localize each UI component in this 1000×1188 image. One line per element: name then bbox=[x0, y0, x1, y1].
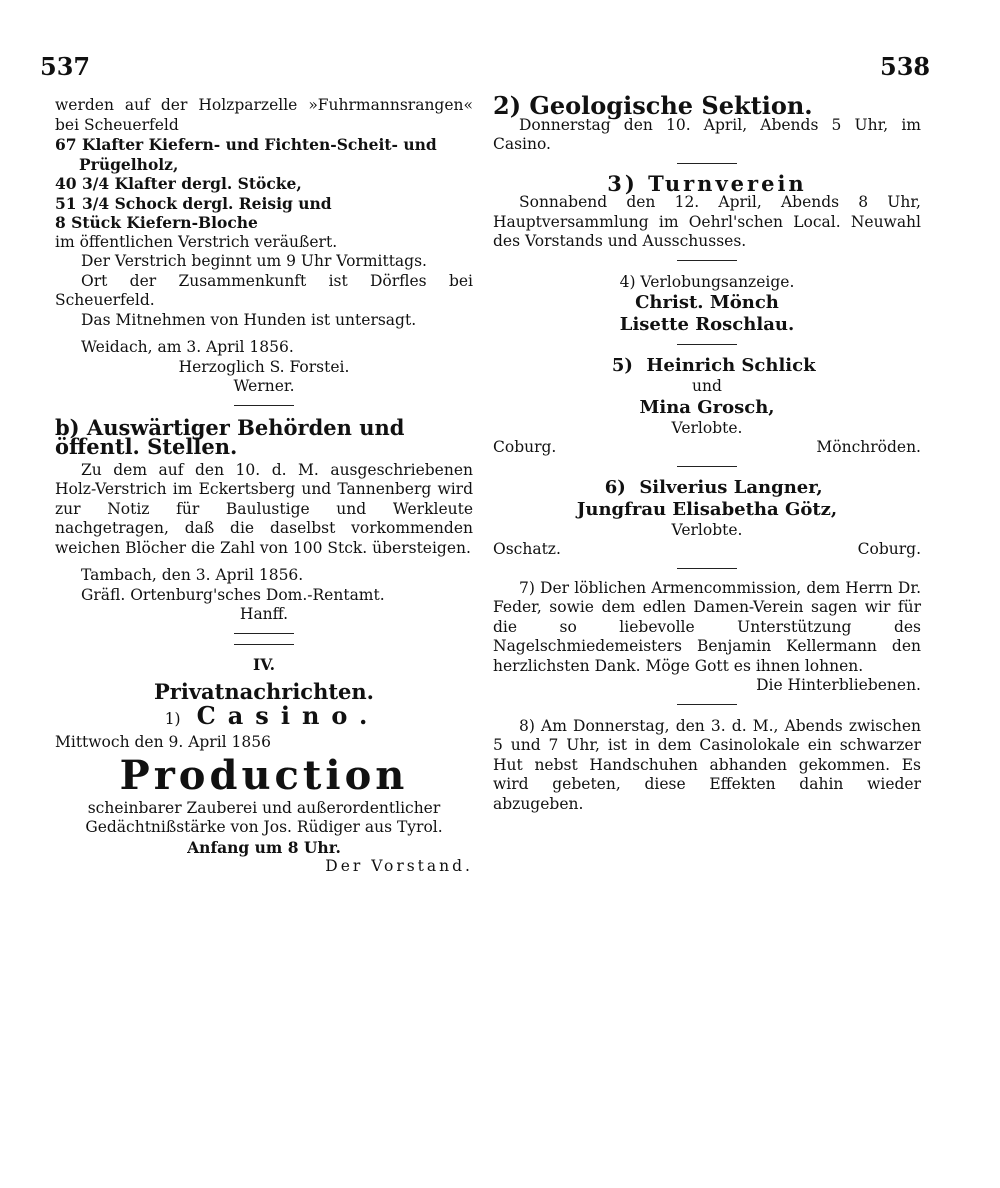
page-number-right: 538 bbox=[880, 52, 931, 81]
auction-item: 8 Stück Kiefern-Bloche bbox=[55, 213, 258, 232]
couple-name: Heinrich Schlick bbox=[646, 355, 816, 376]
signature: Hanff. bbox=[239, 605, 289, 623]
divider bbox=[234, 405, 294, 406]
casino-heading: Casino. bbox=[196, 700, 380, 730]
section-number: IV. bbox=[253, 654, 275, 674]
item-number: 1) bbox=[164, 709, 181, 728]
auction-item: 51 3/4 Schock dergl. Reisig und bbox=[55, 193, 332, 213]
divider bbox=[677, 344, 737, 345]
place: Oschatz. bbox=[493, 540, 561, 558]
production-description: scheinbarer Zauberei und außerordentlicher Gedächtnißstärke von Jos. Rüdiger aus Tyrol. bbox=[85, 798, 443, 836]
couple-name: Lisette Roschlau. bbox=[619, 314, 795, 335]
couple-name: Silverius Langner, bbox=[639, 476, 823, 498]
conjunction: und bbox=[692, 377, 722, 395]
signature: Werner. bbox=[233, 377, 295, 395]
auction-dogs: Das Mitnehmen von Hunden ist untersagt. bbox=[81, 310, 417, 329]
place-date: Tambach, den 3. April 1856. bbox=[81, 566, 304, 584]
auction-meeting: Ort der Zusammenkunft ist Dörfles bei Scheuerfeld. bbox=[55, 271, 473, 309]
place: Coburg. bbox=[493, 438, 557, 456]
auction-item: 67 Klafter Kiefern- und Fichten-Scheit- und Prügelholz, bbox=[55, 135, 437, 174]
auction-intro: werden auf der Holzparzelle »Fuhrmannsrangen« bei Scheuerfeld bbox=[55, 96, 473, 134]
couple-name: Mina Grosch, bbox=[639, 396, 775, 418]
section-heading: Privatnachrichten. bbox=[153, 679, 374, 704]
signature: Die Hinterbliebenen. bbox=[756, 676, 921, 694]
divider bbox=[677, 704, 737, 705]
issuing-office: Gräfl. Ortenburg'sches Dom.-Rentamt. bbox=[81, 585, 385, 604]
start-time: Anfang um 8 Uhr. bbox=[187, 837, 341, 857]
divider bbox=[677, 260, 737, 261]
event-details: Donnerstag den 10. April, Abends 5 Uhr, im Casino. bbox=[493, 115, 921, 153]
divider bbox=[677, 568, 737, 569]
divider bbox=[234, 644, 294, 645]
betrothed-label: Verlobte. bbox=[671, 418, 743, 437]
item-number: 6) bbox=[604, 476, 626, 498]
right-column bbox=[493, 91, 921, 814]
left-column bbox=[55, 96, 473, 877]
event-date: Mittwoch den 9. April 1856 bbox=[55, 733, 272, 751]
section-heading: 3) Turnverein bbox=[607, 170, 807, 196]
auction-start: Der Verstrich beginnt um 9 Uhr Vormittags. bbox=[81, 252, 427, 270]
thanks-text: 7) Der löblichen Armencommission, dem Herrn Dr. Feder, sowie dem edlen Damen-Verein sagen wir für die so liebevolle Unterstützung des Nagelschmiedemeisters Benjamin Kellermann den herzlichsten Dank. Möge Gott es ihnen lohnen. bbox=[493, 578, 921, 675]
couple-name: Jungfrau Elisabetha Götz, bbox=[576, 498, 838, 520]
place-date: Weidach, am 3. April 1856. bbox=[81, 338, 294, 356]
auction-item: 40 3/4 Klafter dergl. Stöcke, bbox=[55, 174, 302, 193]
event-details: Sonnabend den 12. April, Abends 8 Uhr, Hauptversammlung im Oehrl'schen Local. Neuwahl des Vorstands und Ausschusses. bbox=[493, 193, 921, 250]
production-heading: Production bbox=[119, 751, 409, 799]
item-number: 5) bbox=[611, 355, 633, 376]
divider bbox=[677, 163, 737, 164]
section-heading: b) Auswärtiger Behörden und öffentl. Stellen. bbox=[55, 414, 405, 459]
announcement-heading: 4) Verlobungsanzeige. bbox=[619, 272, 795, 291]
notice-text: Zu dem auf den 10. d. M. ausgeschriebenen Holz-Verstrich im Eckertsberg und Tannenberg wird zur Notiz für Baulustige und Werkleute nachgetragen, daß die daselbst vorkommenden weichen Blöcher die Zahl von 100 Stck. übersteigen. bbox=[55, 460, 473, 557]
auction-sale: im öffentlichen Verstrich veräußert. bbox=[55, 232, 338, 251]
page-number-left: 537 bbox=[40, 52, 91, 81]
issuing-office: Herzoglich S. Forstei. bbox=[178, 357, 350, 376]
place: Mönchröden. bbox=[816, 438, 921, 456]
divider bbox=[677, 466, 737, 467]
couple-name: Christ. Mönch bbox=[635, 292, 779, 313]
divider bbox=[234, 633, 294, 634]
lost-item-notice: 8) Am Donnerstag, den 3. d. M., Abends zwischen 5 und 7 Uhr, ist in dem Casinolokale ein schwarzer Hut nebst Handschuhen abhanden gekommen. Es wird gebeten, diese Effekten dahin wieder abzugeben. bbox=[493, 716, 921, 813]
place: Coburg. bbox=[857, 540, 921, 558]
signature: Der Vorstand. bbox=[325, 857, 473, 875]
section-heading: 2) Geologische Sektion. bbox=[493, 91, 813, 120]
betrothed-label: Verlobte. bbox=[671, 520, 743, 539]
